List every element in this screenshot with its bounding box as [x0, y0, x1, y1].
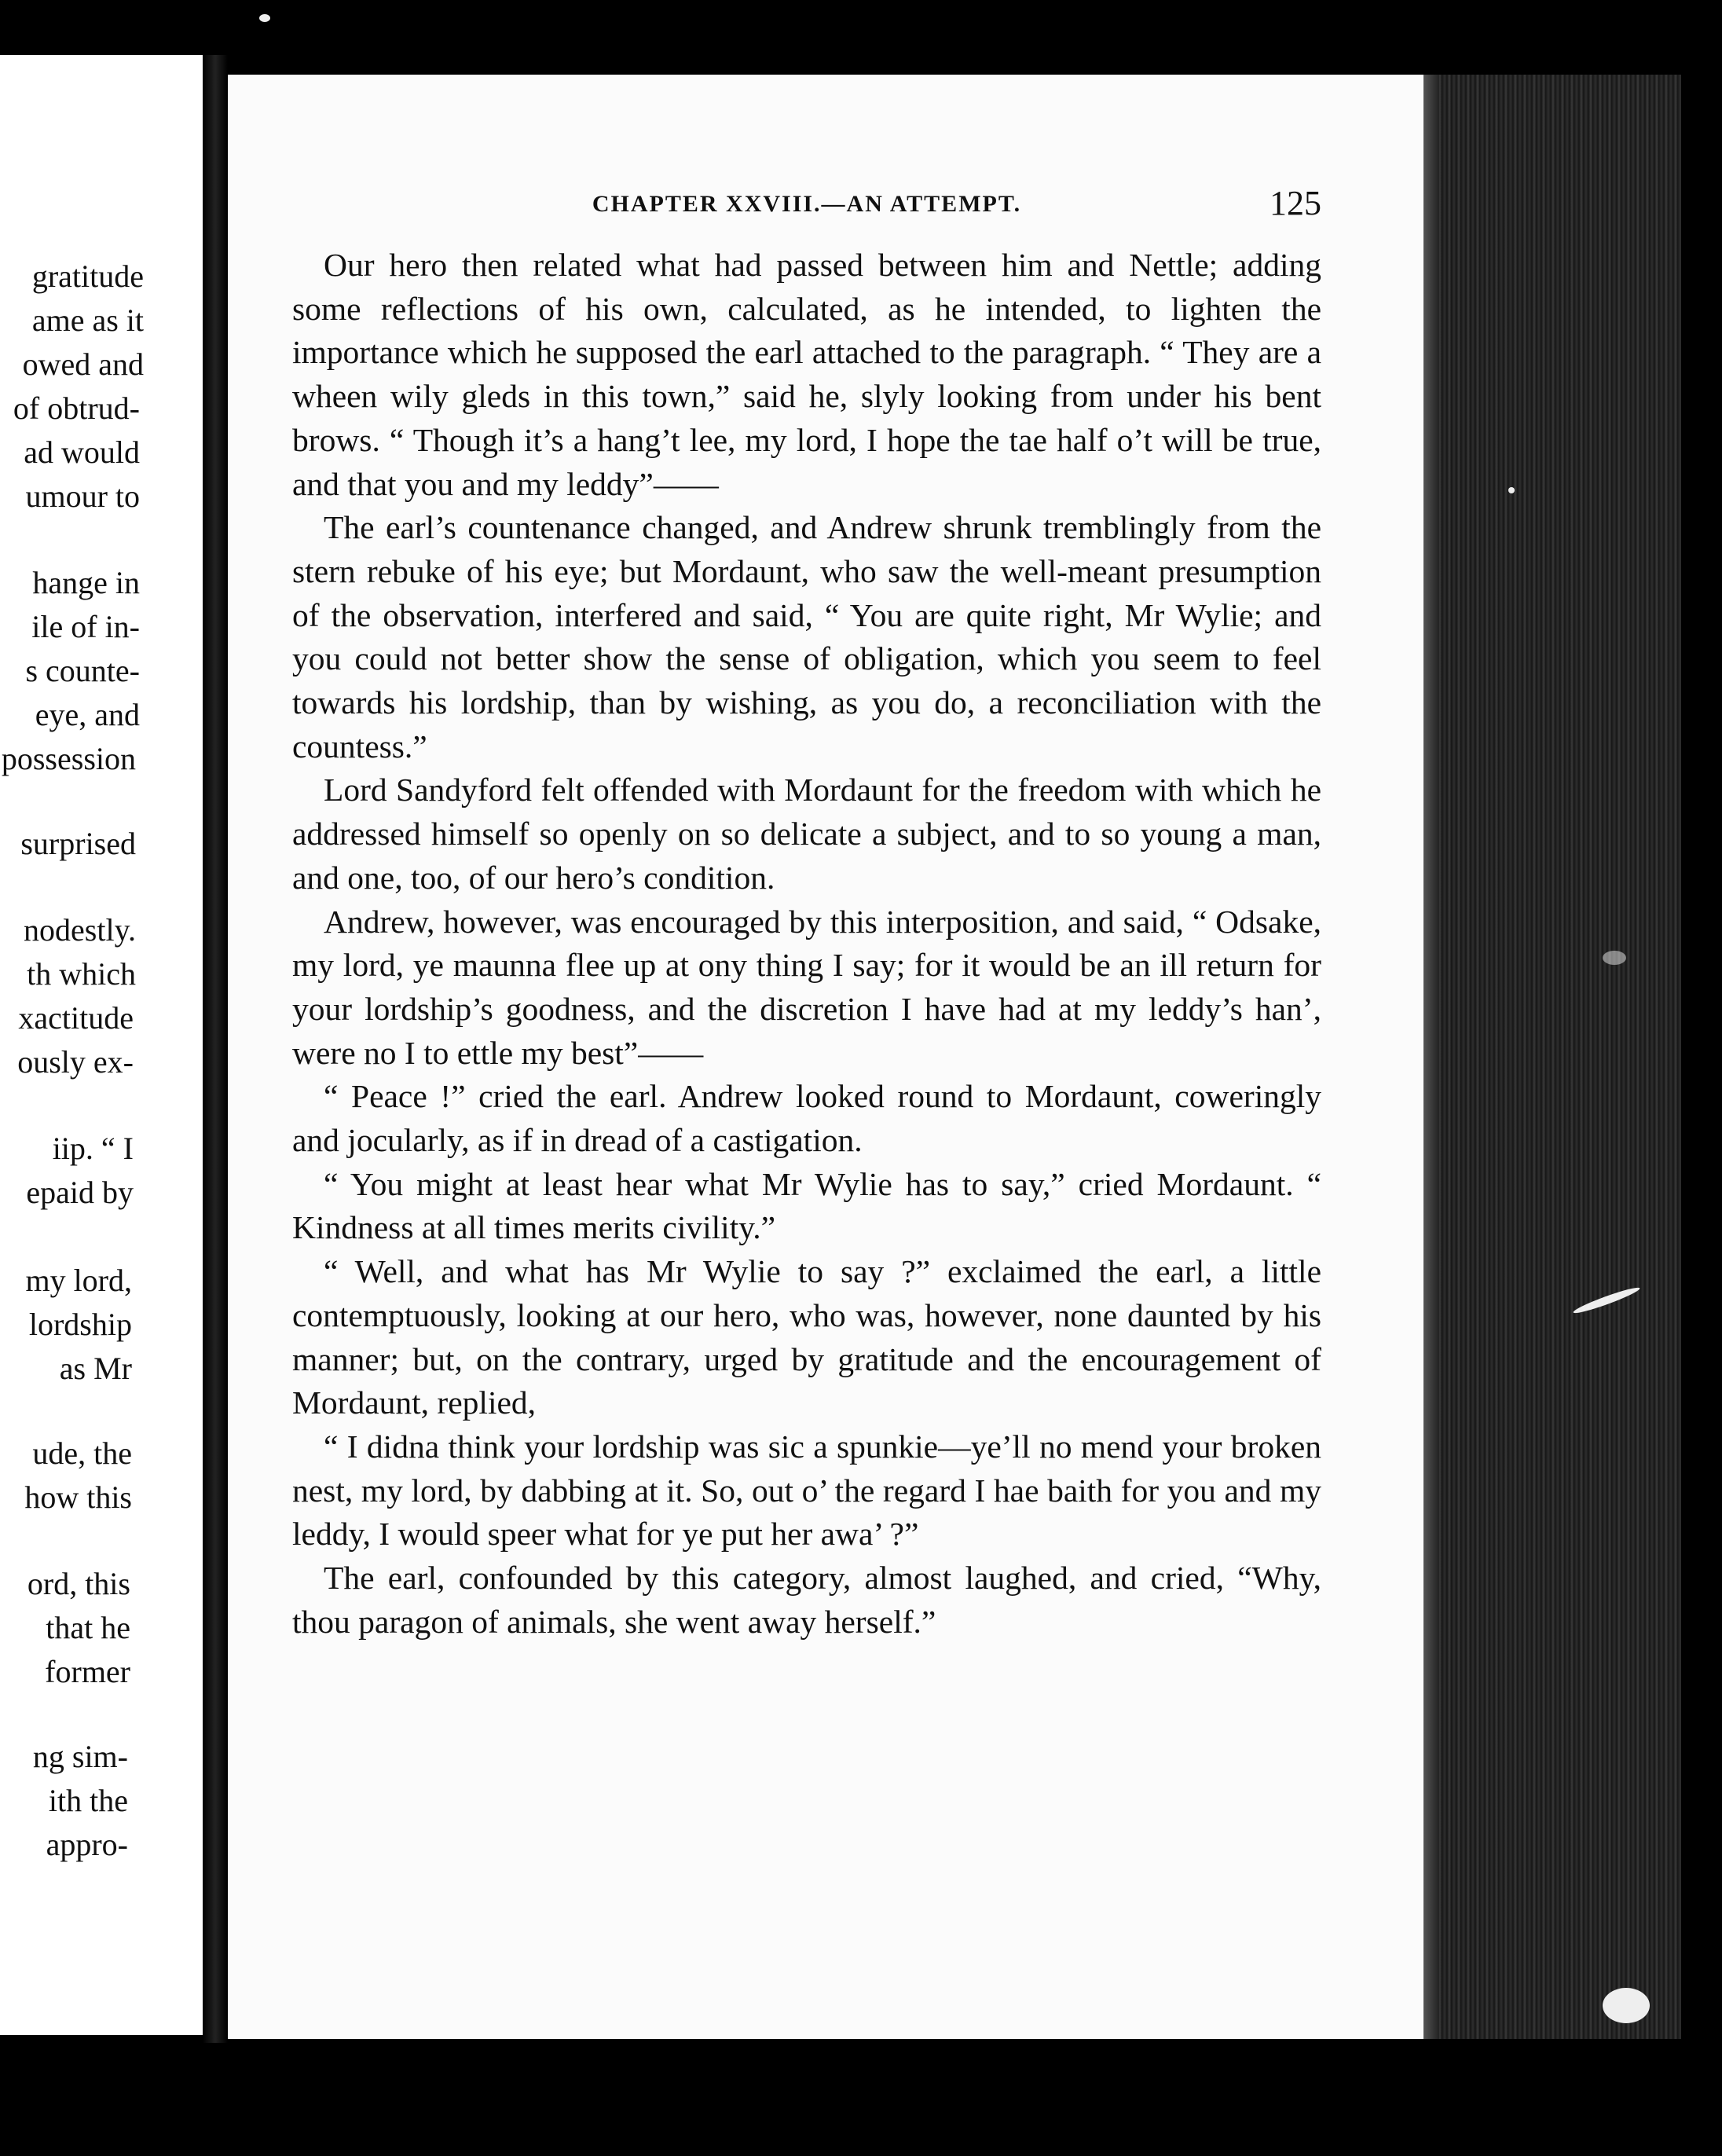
left-line: epaid by	[26, 1175, 134, 1210]
left-line: of obtrud-	[13, 390, 140, 426]
left-line: hange in	[32, 565, 140, 600]
paragraph: “ Peace !” cried the earl. Andrew looked round to Mordaunt, coweringly and jocularly, as if in dread of a castigation.	[292, 1078, 1321, 1159]
scan-artifact	[259, 14, 270, 22]
paragraph: The earl’s countenance changed, and Andrew shrunk tremblingly from the stern rebuke of his eye; but Mordaunt, who saw the well-meant presumption of the observation, interfered and said, “ You are quite right, Mr Wylie; and you could not better show the sense of obligation, which you seem to feel towards his lordship, than by wishing, as you do, a reconciliation with the countess.”	[292, 509, 1321, 764]
left-line: gratitude	[31, 258, 144, 294]
left-line: that he	[46, 1610, 130, 1645]
left-line: appro-	[46, 1827, 128, 1862]
left-line: ile of in-	[31, 609, 140, 644]
page-body-text	[292, 244, 1321, 1644]
running-head	[292, 183, 1321, 222]
left-line: ng sim-	[32, 1739, 128, 1774]
left-line: ame as it	[31, 302, 144, 338]
left-line: surprised	[20, 826, 136, 861]
paragraph: Lord Sandyford felt offended with Mordaunt for the freedom with which he addressed himself so openly on so delicate a subject, and to so young a man, and one, too, of our hero’s condition.	[292, 772, 1321, 896]
paragraph: The earl, confounded by this category, almost laughed, and cried, “Why, thou paragon of animals, she went away herself.”	[292, 1560, 1321, 1640]
right-page	[228, 75, 1423, 2039]
left-line: eye, and	[35, 697, 140, 732]
scan-artifact	[1603, 1988, 1650, 2023]
left-line: nodestly.	[24, 912, 136, 948]
left-line: owed and	[22, 346, 144, 382]
left-line: my lord,	[25, 1263, 132, 1298]
scan-artifact	[1508, 487, 1515, 493]
paragraph: “ I didna think your lordship was sic a spunkie—ye’ll no mend your broken nest, my lord, by dabbing at it. So, out o’ the regard I hae baith for you and my leddy, I would speer what for ye put her awa’ ?”	[292, 1428, 1321, 1553]
left-page	[0, 55, 203, 2035]
left-line: lordship	[28, 1307, 132, 1342]
paragraph: “ Well, and what has Mr Wylie to say ?” exclaimed the earl, a little contemptuously, looking at our hero, who was, however, none daunted by his manner; but, on the contrary, urged by gratitude and the encouragement of Mordaunt, replied,	[292, 1253, 1321, 1421]
chapter-title: CHAPTER XXVIII.—AN ATTEMPT.	[592, 191, 1022, 217]
left-line: ude, the	[32, 1436, 132, 1471]
left-line: former	[45, 1654, 130, 1689]
left-line: ord, this	[27, 1566, 130, 1601]
paragraph: Our hero then related what had passed between him and Nettle; adding some reflections of his own, calculated, as he intended, to lighten the importance which he supposed the earl attached to the paragraph. “ They are a wheen wily gleds in this town,” said he, slyly looking from under his bent brows. “ Though it’s a hang’t lee, my lord, I hope the tae half o’t will be true, and that you and my leddy”——	[292, 247, 1321, 502]
left-line: iip. “ I	[52, 1131, 134, 1166]
page-fore-edge	[1423, 75, 1681, 2039]
left-line: umour to	[25, 478, 140, 514]
left-line: xactitude	[18, 1000, 134, 1036]
page-number: 125	[1270, 184, 1321, 222]
left-page-text	[0, 55, 203, 2035]
scan-artifact	[1603, 951, 1626, 965]
left-line: as Mr	[59, 1351, 132, 1386]
left-line: ously ex-	[17, 1044, 134, 1080]
left-line: s counte-	[25, 653, 140, 688]
left-line: ad would	[24, 434, 140, 470]
paragraph: Andrew, however, was encouraged by this interposition, and said, “ Odsake, my lord, ye maunna flee up at ony thing I say; for it would be an ill return for your lordship’s goodness, and the discretion I have had at my leddy’s han’, were no I to ettle my best”——	[292, 903, 1321, 1071]
left-line: how this	[24, 1480, 132, 1515]
fore-edge-shadow	[1423, 75, 1439, 2039]
left-line: th which	[27, 956, 136, 992]
left-line: ith the	[48, 1783, 128, 1818]
paragraph: “ You might at least hear what Mr Wylie has to say,” cried Mordaunt. “ Kindness at all times merits civility.”	[292, 1165, 1321, 1246]
book-gutter	[203, 55, 228, 2043]
left-line: possession	[1, 741, 136, 776]
